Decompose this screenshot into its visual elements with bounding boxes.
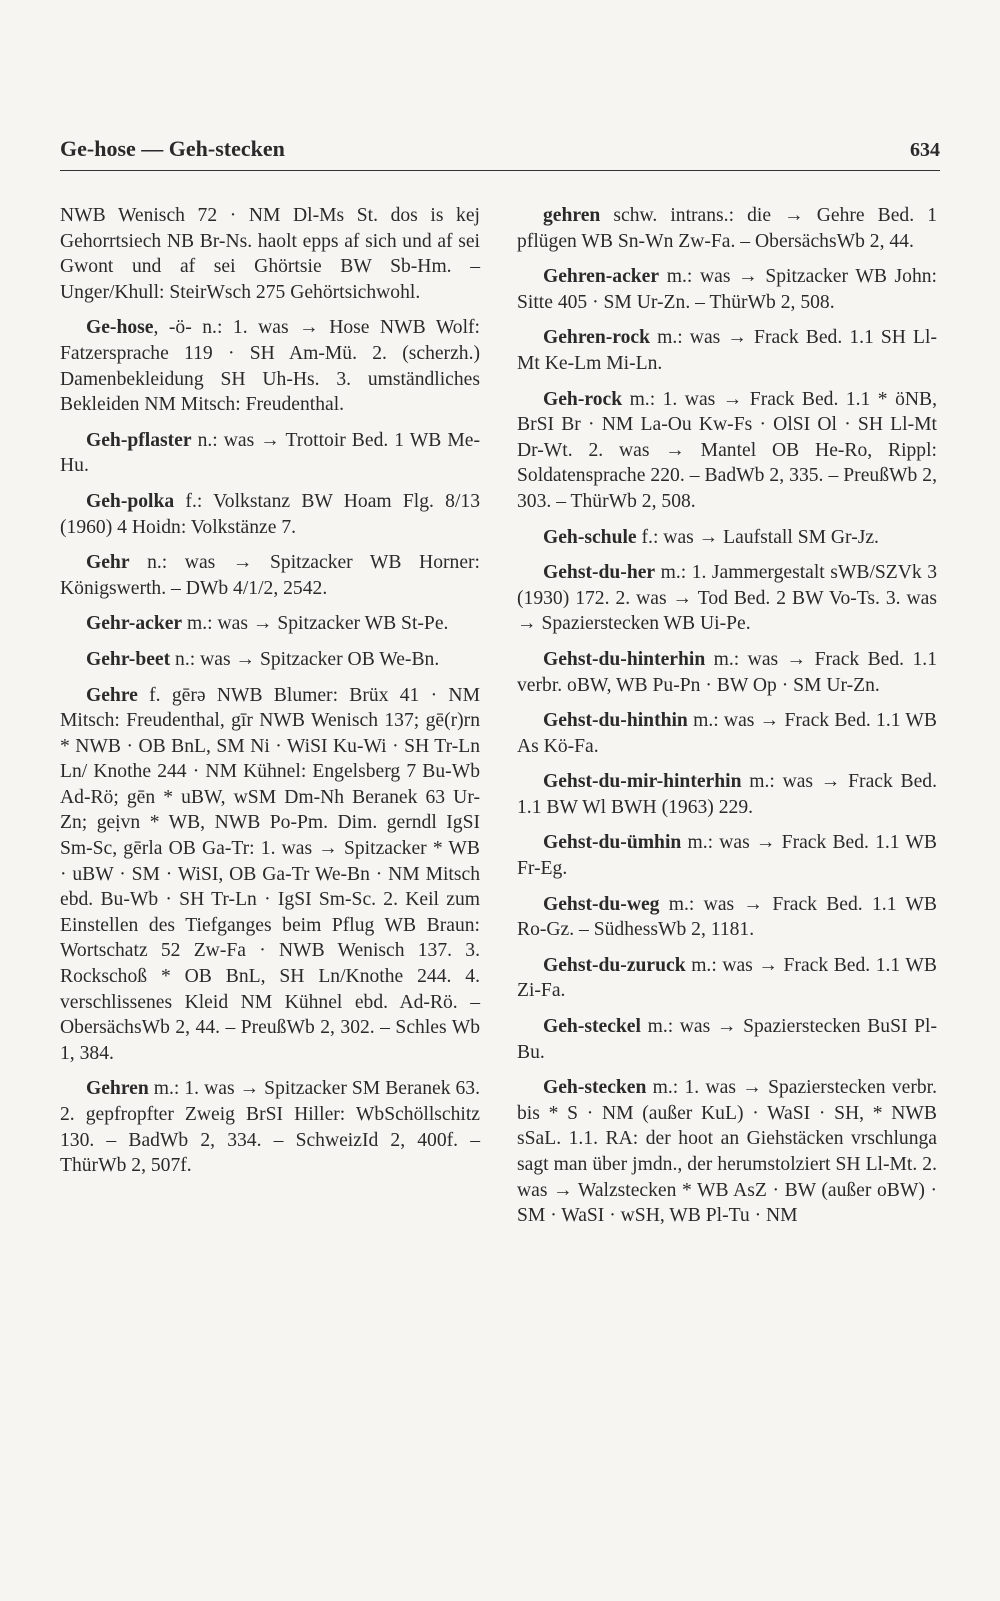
- dictionary-entry: [60, 203, 480, 305]
- entry-body: m.: was → Frack Bed. 1.1 verbr. oBW, WB Pu-Pn · BW Op · SM Ur-Zn.: [517, 648, 937, 696]
- dictionary-entry: [517, 892, 937, 943]
- entry-body: m.: 1. was → Spazierstecken verbr. bis * S · NM (außer KuL) · WaSI · SH, * NWB sSaL. 1.1. RA: der hoot an Giehstäcken vrschlunga sagt man über jmdn., der herumstolziert SH Ll-Mt. 2. was → Walzstecken * WB AsZ · BW (außer oBW) · SM · WaSI · wSH, WB Pl-Tu · NM: [517, 1077, 937, 1227]
- dictionary-entry: [60, 489, 480, 540]
- running-head: [60, 136, 940, 171]
- entry-headword: Geh-schule: [543, 526, 637, 548]
- entry-headword: Gehren: [86, 1078, 149, 1100]
- dictionary-entry: [60, 315, 480, 417]
- dictionary-entry: [60, 647, 480, 673]
- dictionary-entry: [517, 647, 937, 698]
- dictionary-entry: [517, 525, 937, 551]
- page-number: 634: [910, 139, 940, 161]
- entry-body: schw. intrans.: die → Gehre Bed. 1 pflügen WB Sn-Wn Zw-Fa. – ObersächsWb 2, 44.: [517, 205, 937, 252]
- entry-body: f.: was → Laufstall SM Gr-Jz.: [636, 526, 879, 548]
- entry-body: m.: was → Frack Bed. 1.1 SH Ll-Mt Ke-Lm Mi-Ln.: [517, 327, 937, 374]
- entry-headword: Gehst-du-zuruck: [543, 954, 686, 976]
- dictionary-entry: [517, 325, 937, 376]
- entry-headword: Gehst-du-ümhin: [543, 832, 682, 854]
- dictionary-entry: [517, 830, 937, 881]
- entry-body: m.: was → Frack Bed. 1.1 WB Ro-Gz. – SüdhessWb 2, 1181.: [517, 893, 937, 941]
- entry-headword: Ge-hose: [86, 317, 154, 339]
- entry-headword: Gehst-du-hinthin: [543, 710, 688, 732]
- entry-body: m.: was → Frack Bed. 1.1 WB Fr-Eg.: [517, 832, 937, 880]
- dictionary-entry: [60, 428, 480, 479]
- entry-body: m.: was → Frack Bed. 1.1 WB Zi-Fa.: [517, 954, 937, 1002]
- dictionary-entry: [517, 1075, 937, 1229]
- entry-headword: Gehre: [86, 684, 138, 706]
- dictionary-entry: [517, 1014, 937, 1065]
- dictionary-entry: [60, 611, 480, 637]
- dictionary-entry: [517, 769, 937, 820]
- dictionary-entry: [517, 203, 937, 254]
- entry-headword: gehren: [543, 205, 601, 226]
- entry-body: f. gērə NWB Blumer: Brüx 41 · NM Mitsch: Freudenthal, gīr NWB Wenisch 137; gē(r)rn * NWB · OB BnL, SM Ni · WiSI Ku-Wi · SH Tr-Ln Ln/ Knothe 244 · NM Kühnel: Engelsberg 7 Bu-Wb Ad-Rö; gēn * uBW, wSM Dm-Nh Beranek 63 Ur-Zn; geịvn * WB, NWB Po-Pm. Dim. gerndl IgSI Sm-Sc, gērla OB Ga-Tr: 1. was → Spitzacker * WB · uBW · SM · WiSI, OB Ga-Tr We-Bn · NM Mitsch ebd. Bu-Wb · SH Tr-Ln · IgSI Sm-Sc. 2. Keil zum Einstellen des Tiefganges beim Pflug WB Braun: Wortschatz 52 Zw-Fa · NWB Wenisch 137. 3. Rockschoß * OB BnL, SH Ln/Knothe 244. 4. verschlissenes Kleid NM Kühnel ebd. Ad-Rö. – ObersächsWb 2, 44. – PreußWb 2, 302. – Schles Wb 1, 384.: [60, 684, 480, 1064]
- entry-headword: Gehr-beet: [86, 648, 171, 670]
- dictionary-entry: [60, 683, 480, 1067]
- entry-body: m.: 1. Jammergestalt sWB/SZVk 3 (1930) 172. 2. was → Tod Bed. 2 BW Vo-Ts. 3. was → Spazierstecken WB Ui-Pe.: [517, 562, 937, 635]
- entry-headword: Gehren-rock: [543, 327, 651, 349]
- dictionary-entry: [60, 1076, 480, 1178]
- entry-headword: Gehst-du-her: [543, 562, 656, 584]
- left-column: [60, 203, 480, 1189]
- entry-headword: Gehst-du-weg: [543, 893, 660, 915]
- entry-headword: Gehren-acker: [543, 266, 660, 288]
- entry-headword: Gehst-du-hinterhin: [543, 648, 706, 670]
- entry-headword: Geh-steckel: [543, 1016, 641, 1038]
- page-title: Ge-hose — Geh-stecken: [60, 136, 285, 161]
- entry-body: m.: was → Spitzacker WB John: Sitte 405 · SM Ur-Zn. – ThürWb 2, 508.: [517, 266, 937, 313]
- entry-headword: Gehr-acker: [86, 613, 183, 635]
- entry-body: m.: was → Frack Bed. 1.1 WB As Kö-Fa.: [517, 710, 937, 757]
- entry-body: n.: was → Spitzacker WB Horner: Königswerth. – DWb 4/1/2, 2542.: [60, 552, 480, 599]
- dictionary-entry: [517, 953, 937, 1004]
- entry-body: m.: was → Spitzacker WB St-Pe.: [182, 613, 449, 635]
- entry-headword: Geh-polka: [86, 490, 175, 512]
- entry-body: m.: was → Frack Bed. 1.1 BW Wl BWH (1963) 229.: [517, 771, 937, 818]
- entry-headword: Geh-stecken: [543, 1077, 647, 1099]
- entry-headword: Geh-pflaster: [86, 429, 192, 451]
- dictionary-entry: [60, 550, 480, 601]
- dictionary-entry: [517, 560, 937, 637]
- dictionary-entry: [517, 708, 937, 759]
- entry-body: m.: was → Spazierstecken BuSI Pl-Bu.: [517, 1016, 937, 1063]
- entry-headword: Gehr: [86, 552, 130, 574]
- entry-body: , -ö- n.: 1. was → Hose NWB Wolf: Fatzersprache 119 · SH Am-Mü. 2. (scherzh.) Damenbekleidung SH Uh-Hs. 3. umständliches Bekleiden NM Mitsch: Freudenthal.: [60, 317, 480, 416]
- entry-body: NWB Wenisch 72 · NM Dl-Ms St. dos is kej Gehorrtsiech NB Br-Ns. haolt epps af sich und af sei Gwont und af sei Ghörtsie BW Sb-Hm. – Unger/Khull: SteirWsch 275 Gehörtsichwohl.: [60, 205, 480, 303]
- entry-body: m.: 1. was → Spitzacker SM Beranek 63. 2. gepfropfter Zweig BrSI Hiller: WbSchöllschitz 130. – BadWb 2, 334. – SchweizId 2, 400f. – ThürWb 2, 507f.: [60, 1078, 480, 1177]
- entry-body: n.: was → Trottoir Bed. 1 WB Me-Hu.: [60, 429, 480, 477]
- entry-headword: Geh-rock: [543, 388, 623, 410]
- entry-body: f.: Volkstanz BW Hoam Flg. 8/13 (1960) 4 Hoidn: Volkstänze 7.: [60, 490, 480, 538]
- entry-body: n.: was → Spitzacker OB We-Bn.: [170, 648, 440, 670]
- dictionary-entry: [517, 387, 937, 515]
- entry-headword: Gehst-du-mir-hinterhin: [543, 771, 742, 793]
- dictionary-entry: [517, 264, 937, 315]
- right-column: [517, 203, 937, 1239]
- entry-body: m.: 1. was → Frack Bed. 1.1 * öNB, BrSI Br · NM La-Ou Kw-Fs · OlSI Ol · SH Ll-Mt Dr-Wt. 2. was → Mantel OB He-Ro, Rippl: Soldatensprache 220. – BadWb 2, 335. – PreußWb 2, 303. – ThürWb 2, 508.: [517, 388, 937, 512]
